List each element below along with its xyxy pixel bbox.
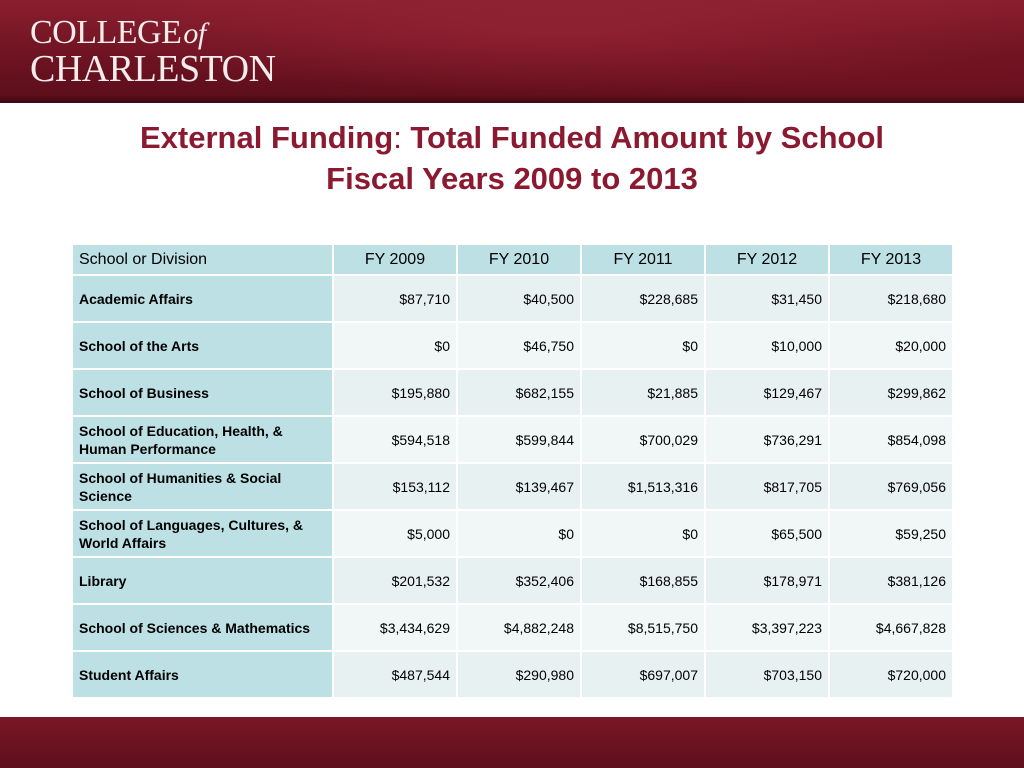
fy2009-value: $594,518 xyxy=(333,416,457,463)
title-separator: : xyxy=(393,120,402,155)
logo-line2: CHARLESTON xyxy=(30,48,276,90)
fy2011-value: $228,685 xyxy=(581,275,705,322)
fy2013-value: $20,000 xyxy=(829,322,953,369)
header-fy2010: FY 2010 xyxy=(457,244,581,275)
fy2009-value: $201,532 xyxy=(333,557,457,604)
school-name: Library xyxy=(72,557,333,604)
school-name: School of Business xyxy=(72,369,333,416)
fy2013-value: $720,000 xyxy=(829,651,953,698)
fy2013-value: $769,056 xyxy=(829,463,953,510)
fy2009-value: $153,112 xyxy=(333,463,457,510)
school-name: School of Humanities & Social Science xyxy=(72,463,333,510)
school-name: School of Education, Health, & Human Performance xyxy=(72,416,333,463)
table-row xyxy=(72,510,953,557)
logo-of: of xyxy=(183,17,206,50)
fy2013-value: $299,862 xyxy=(829,369,953,416)
fy2012-value: $178,971 xyxy=(705,557,829,604)
logo-line1: COLLEGE xyxy=(30,14,182,51)
title-part1: External Funding xyxy=(140,120,394,155)
school-name: Student Affairs xyxy=(72,651,333,698)
fy2013-value: $218,680 xyxy=(829,275,953,322)
school-name: Academic Affairs xyxy=(72,275,333,322)
fy2012-value: $703,150 xyxy=(705,651,829,698)
header-fy2011: FY 2011 xyxy=(581,244,705,275)
fy2011-value: $0 xyxy=(581,510,705,557)
header-fy2012: FY 2012 xyxy=(705,244,829,275)
fy2009-value: $87,710 xyxy=(333,275,457,322)
fy2009-value: $3,434,629 xyxy=(333,604,457,651)
slide-title xyxy=(0,117,1024,199)
school-name: School of Languages, Cultures, & World Affairs xyxy=(72,510,333,557)
fy2011-value: $0 xyxy=(581,322,705,369)
table-row xyxy=(72,275,953,322)
fy2012-value: $31,450 xyxy=(705,275,829,322)
fy2010-value: $0 xyxy=(457,510,581,557)
fy2009-value: $5,000 xyxy=(333,510,457,557)
fy2013-value: $381,126 xyxy=(829,557,953,604)
header-fy2009: FY 2009 xyxy=(333,244,457,275)
fy2013-value: $59,250 xyxy=(829,510,953,557)
header-fy2013: FY 2013 xyxy=(829,244,953,275)
fy2012-value: $3,397,223 xyxy=(705,604,829,651)
funding-table xyxy=(71,243,954,699)
table-row xyxy=(72,369,953,416)
fy2010-value: $290,980 xyxy=(457,651,581,698)
fy2010-value: $4,882,248 xyxy=(457,604,581,651)
fy2011-value: $8,515,750 xyxy=(581,604,705,651)
header-school: School or Division xyxy=(72,244,333,275)
title-part2: Total Funded Amount by School xyxy=(401,120,884,155)
fy2012-value: $736,291 xyxy=(705,416,829,463)
fy2010-value: $352,406 xyxy=(457,557,581,604)
fy2012-value: $129,467 xyxy=(705,369,829,416)
fy2011-value: $700,029 xyxy=(581,416,705,463)
fy2012-value: $817,705 xyxy=(705,463,829,510)
fy2009-value: $487,544 xyxy=(333,651,457,698)
table-row xyxy=(72,557,953,604)
table-row xyxy=(72,322,953,369)
fy2011-value: $168,855 xyxy=(581,557,705,604)
fy2012-value: $10,000 xyxy=(705,322,829,369)
top-banner xyxy=(0,0,1024,103)
fy2013-value: $854,098 xyxy=(829,416,953,463)
fy2010-value: $139,467 xyxy=(457,463,581,510)
title-line2: Fiscal Years 2009 to 2013 xyxy=(326,161,698,196)
fy2010-value: $40,500 xyxy=(457,275,581,322)
school-name: School of Sciences & Mathematics xyxy=(72,604,333,651)
table-row xyxy=(72,651,953,698)
table-row xyxy=(72,463,953,510)
fy2010-value: $599,844 xyxy=(457,416,581,463)
college-logo xyxy=(30,16,276,88)
fy2010-value: $46,750 xyxy=(457,322,581,369)
fy2011-value: $21,885 xyxy=(581,369,705,416)
table-row xyxy=(72,604,953,651)
school-name: School of the Arts xyxy=(72,322,333,369)
fy2009-value: $0 xyxy=(333,322,457,369)
table-header-row xyxy=(72,244,953,275)
fy2009-value: $195,880 xyxy=(333,369,457,416)
fy2011-value: $1,513,316 xyxy=(581,463,705,510)
fy2012-value: $65,500 xyxy=(705,510,829,557)
funding-table-wrapper xyxy=(71,243,954,699)
fy2011-value: $697,007 xyxy=(581,651,705,698)
bottom-banner xyxy=(0,717,1024,768)
fy2010-value: $682,155 xyxy=(457,369,581,416)
table-row xyxy=(72,416,953,463)
fy2013-value: $4,667,828 xyxy=(829,604,953,651)
